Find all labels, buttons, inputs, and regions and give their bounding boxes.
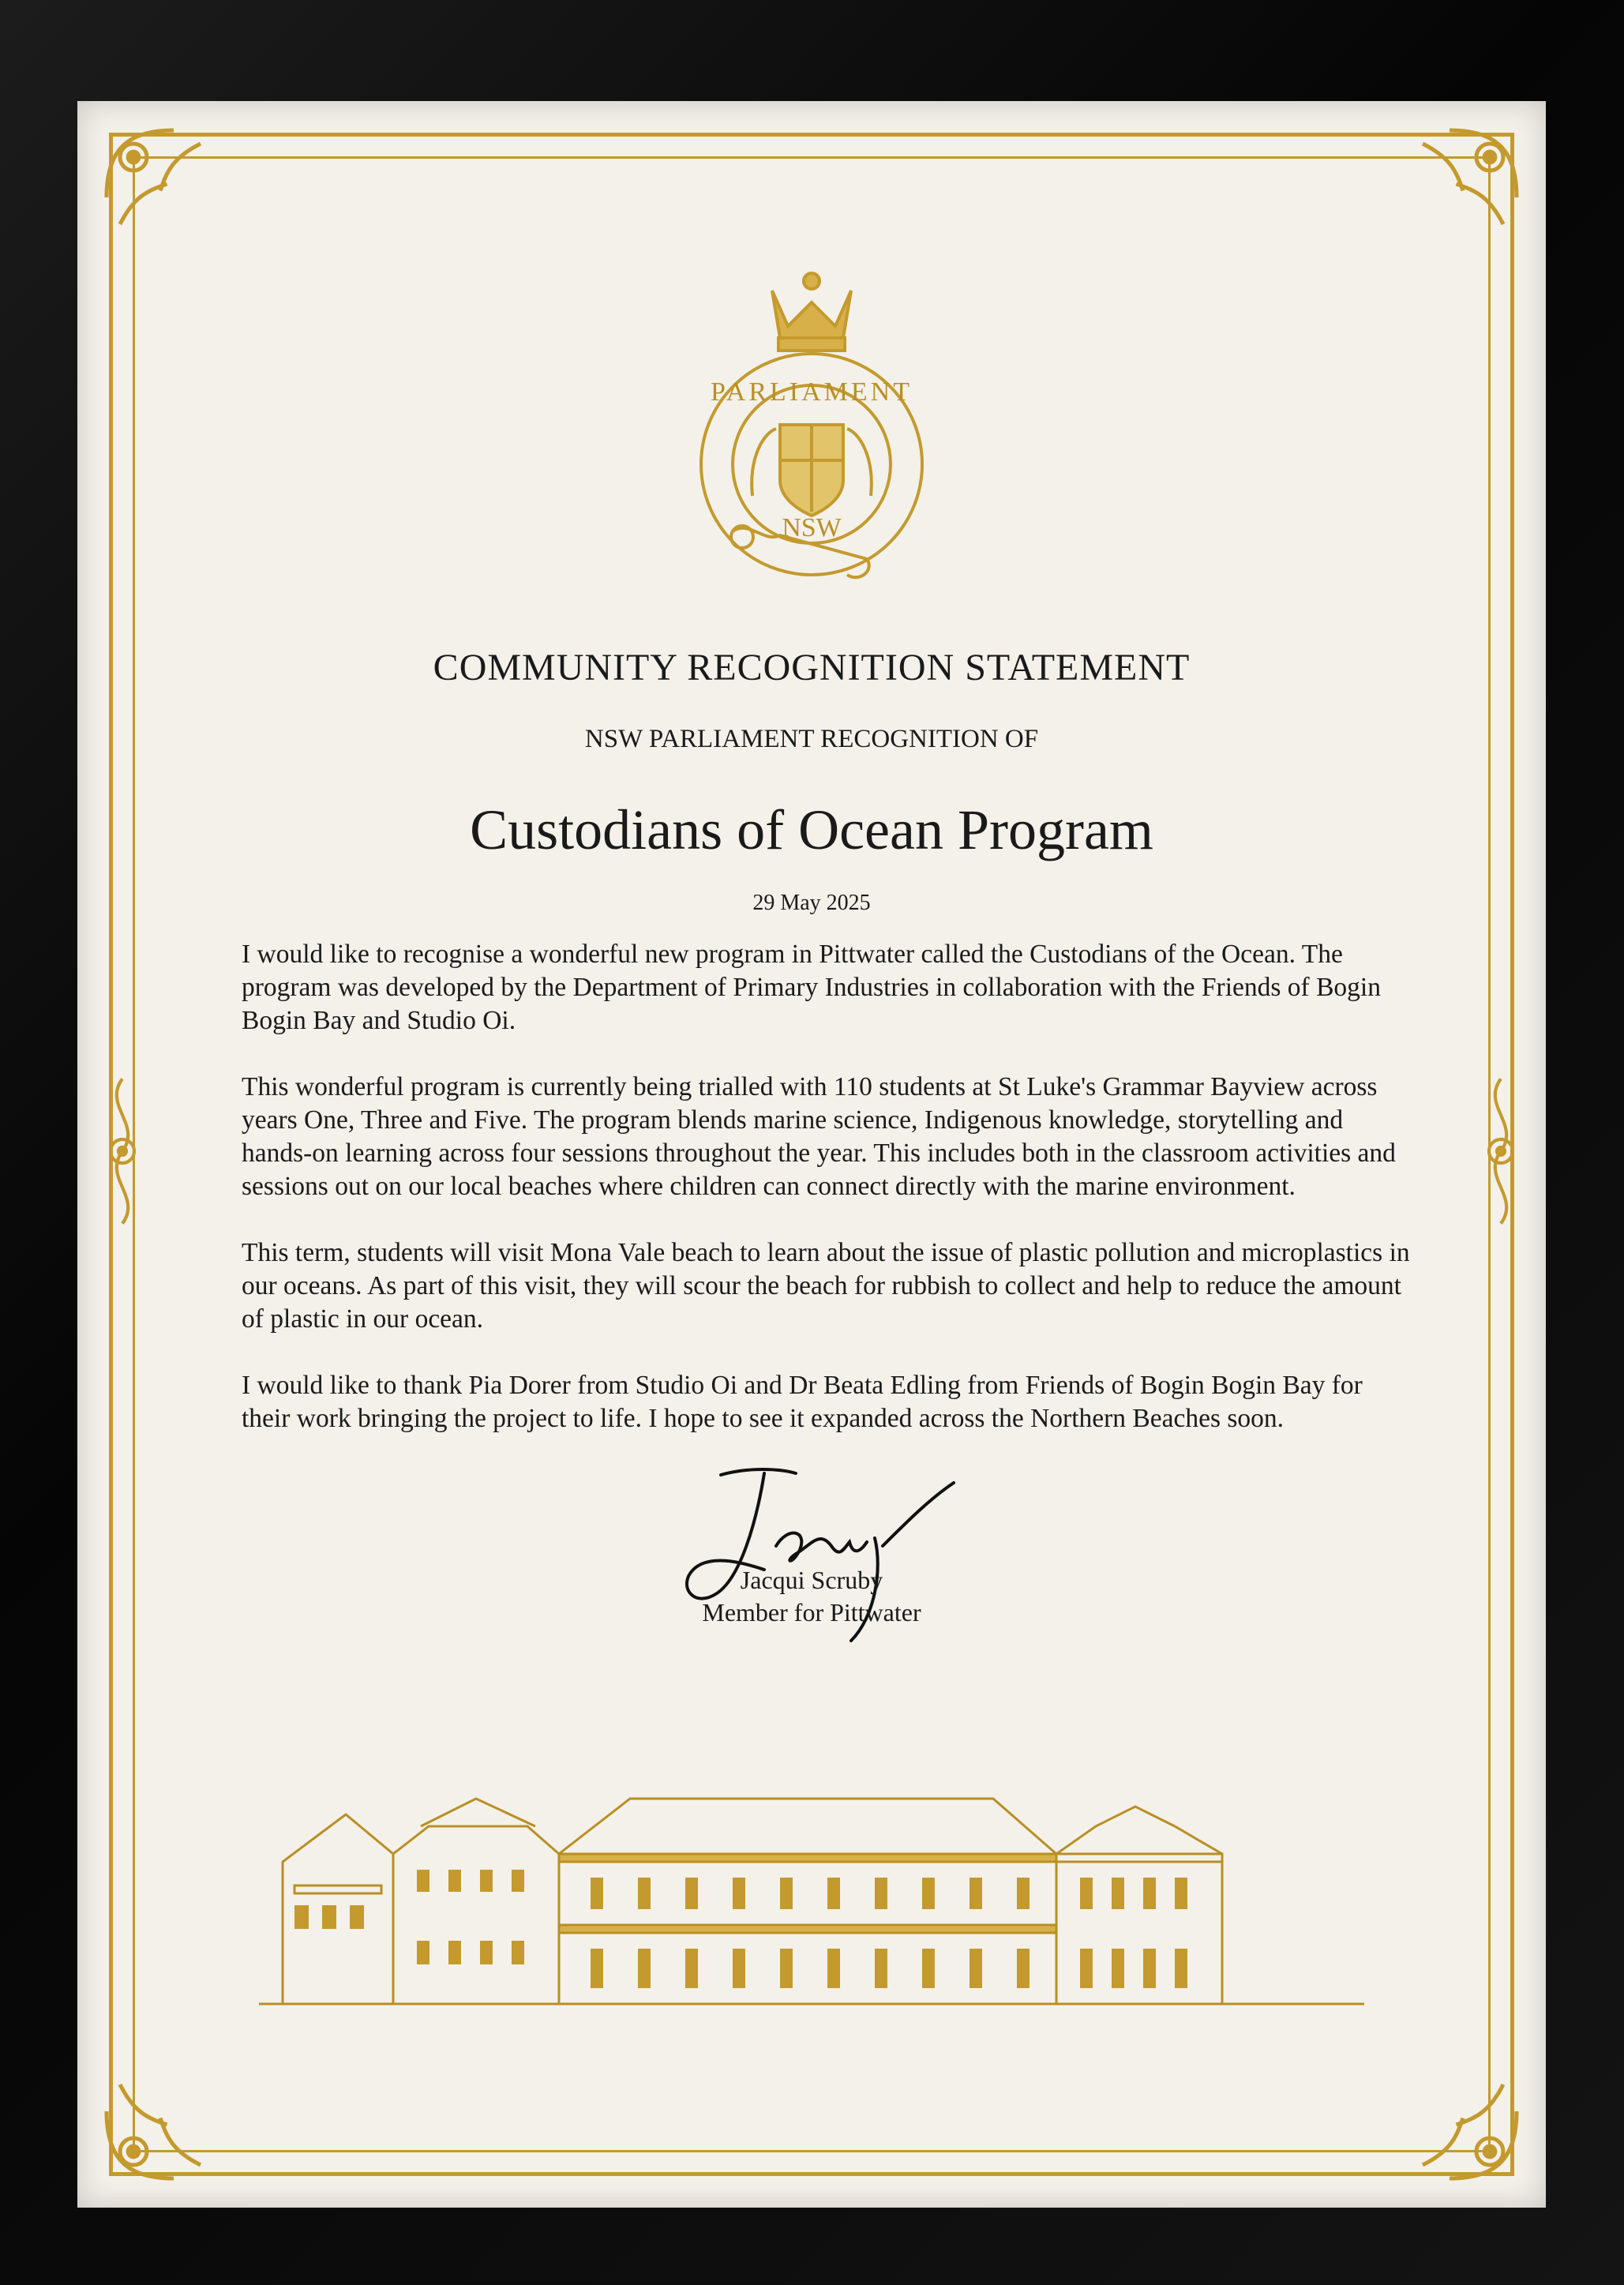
statement-date: 29 May 2025 — [752, 891, 871, 915]
statement-subheading: NSW PARLIAMENT RECOGNITION OF — [584, 725, 1039, 753]
body-paragraph-4: I would like to thank Pia Dorer from Studio Oi and Dr Beata Edling from Friends of Bogin Bogin Bay for their work bringing the project to life. I hope to see it expanded across the Northern Beaches soon. — [242, 1371, 1363, 1433]
statement-body — [242, 938, 1410, 1469]
signatory-name: Jacqui Scruby — [740, 1566, 883, 1594]
body-paragraph-2: This wonderful program is currently being trialled with 110 students at St Luke's Grammar Bayview across years One, Three and Five. The program blends marine science, Indigenous knowledge, storytelling and hands-on learning across four sessions throughout the year. This includes both in the classroom activities and sessions out on our local beaches where children can connect directly with the marine environment. — [242, 1072, 1396, 1201]
side-ornament-right — [1473, 1072, 1528, 1230]
parliament-house-illustration — [259, 1767, 1364, 2020]
seal-arc-text: PARLIAMENT — [711, 377, 913, 407]
program-title: Custodians of Ocean Program — [470, 798, 1153, 861]
seal-bottom-text: NSW — [782, 513, 842, 542]
side-ornament-left — [95, 1072, 150, 1230]
signatory-role: Member for Pittwater — [702, 1598, 921, 1627]
body-paragraph-3: This term, students will visit Mona Vale beach to learn about the issue of plastic pollution and microplastics in our oceans. As part of this visit, they will scour the beach for rubbish to collect and help to reduce the amount of plastic in our ocean. — [242, 1238, 1410, 1334]
corner-ornament-top-left — [93, 117, 227, 251]
signatory-block — [77, 1564, 1546, 1629]
statement-heading: COMMUNITY RECOGNITION STATEMENT — [433, 647, 1191, 689]
certificate-paper — [77, 101, 1546, 2208]
parliament-nsw-seal — [677, 259, 946, 591]
body-paragraph-1: I would like to recognise a wonderful new program in Pittwater called the Custodians of the Ocean. The program was developed by the Department of Primary Industries in collaboration with the Friends of Bogin Bogin Bay and Studio Oi. — [242, 940, 1381, 1035]
corner-ornament-bottom-left — [93, 2058, 227, 2192]
corner-ornament-top-right — [1396, 117, 1530, 251]
corner-ornament-bottom-right — [1396, 2058, 1530, 2192]
handwritten-signature — [646, 1459, 977, 1664]
